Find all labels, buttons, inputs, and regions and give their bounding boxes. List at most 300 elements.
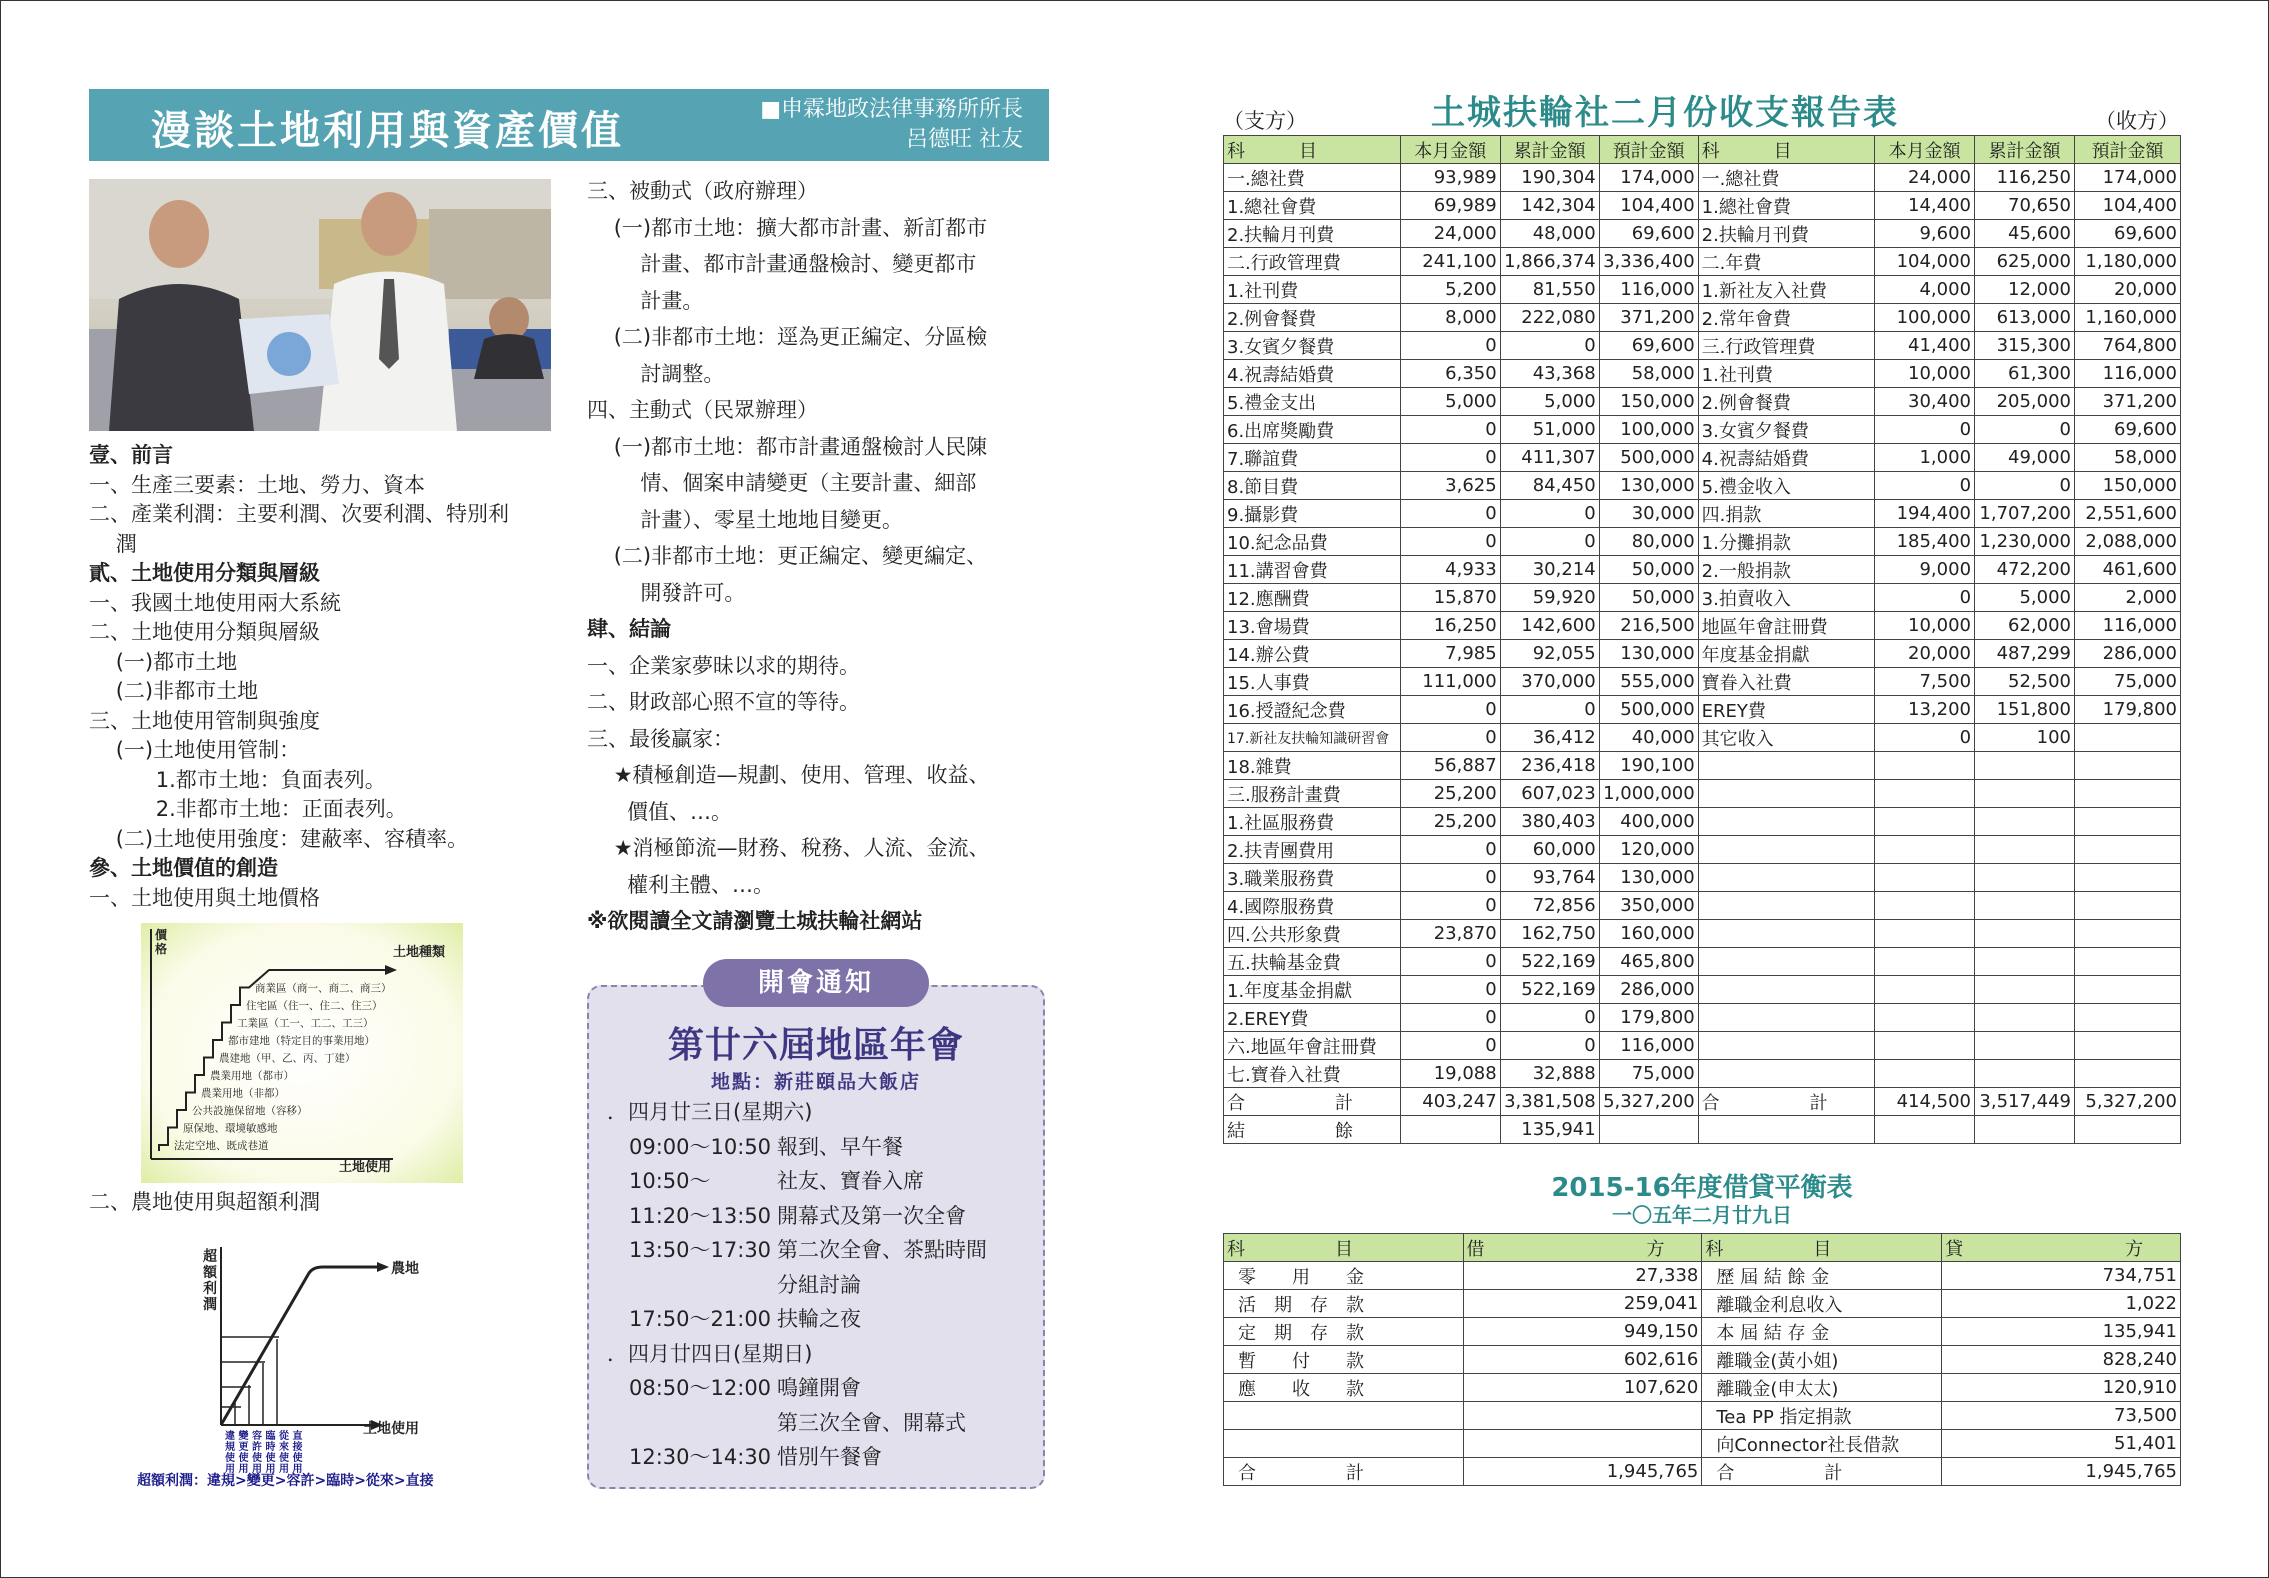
report-cell [2075,976,2181,1004]
article-author [760,95,1023,155]
chart2-xtick-char: 用 [292,1464,303,1475]
report-header-cell: 科 目 [1698,136,1875,164]
balance-cell: 73,500 [1942,1402,2181,1430]
report-cell: 10,000 [1875,360,1975,388]
report-row [1224,192,2181,220]
meeting-title: 第廿六屆地區年會 [667,1025,964,1066]
chart2-ylabel [203,1248,218,1313]
meeting-activity: 社友、寶眷入席 [777,1169,924,1193]
chart2-ylabel-char: 超 [203,1249,217,1265]
chart2-curve [221,1267,377,1425]
report-cell [1698,752,1875,780]
report-cell: 4.祝壽結婚費 [1224,360,1401,388]
report-header-cell: 科 目 [1224,136,1401,164]
outline-left-line: 壹、前言 [89,443,173,467]
report-cell: 70,650 [1975,192,2075,220]
balance-cell: 51,401 [1942,1430,2181,1458]
report-cell: 190,100 [1599,752,1698,780]
report-cell: 100,000 [1875,304,1975,332]
report-cell [1975,892,2075,920]
outline-right-line: 四、主動式（民眾辦理） [587,398,818,422]
report-cell [1698,1032,1875,1060]
report-cell [2075,1004,2181,1032]
report-row [1224,892,2181,920]
report-cell: 0 [1400,696,1500,724]
report-cell: 1,230,000 [1975,528,2075,556]
report-cell: 69,600 [2075,220,2181,248]
balance-total-row [1224,1458,2181,1486]
report-cell: 0 [1500,528,1599,556]
report-cell: 10,000 [1875,612,1975,640]
balance-row [1224,1402,2181,1430]
meeting-notice-tab: 開會通知 [703,959,929,1007]
report-cell: 11.講習會費 [1224,556,1401,584]
report-row [1224,528,2181,556]
report-cell: 411,307 [1500,444,1599,472]
outline-right-line: 討調整。 [587,361,725,386]
chart2-caption: 超額利潤：違規>變更>容許>臨時>從來>直接 [137,1473,434,1489]
outline-left-line: 二、產業利潤：主要利潤、次要利潤、特別利 [89,502,509,526]
meeting-activity: 分組討論 [777,1272,861,1297]
report-cell [2075,808,2181,836]
report-cell: 七.寶眷入社費 [1224,1060,1401,1088]
meeting-day [607,1337,987,1372]
outline-left-line: 潤 [89,531,137,556]
report-cell [1698,1004,1875,1032]
report-cell [1599,1116,1698,1144]
report-cell [1975,808,2075,836]
report-cell: 81,550 [1500,276,1599,304]
report-cell: 12.應酬費 [1224,584,1401,612]
report-row [1224,1060,2181,1088]
report-cell: 185,400 [1875,528,1975,556]
report-cell: 190,304 [1500,164,1599,192]
balance-date: 一〇五年二月廿九日 [1612,1203,1792,1227]
report-cell: 104,400 [1599,192,1698,220]
report-cell: 4,933 [1400,556,1500,584]
balance-cell [1463,1430,1702,1458]
outline-left-2: 二、農地使用與超額利潤 [89,1190,320,1214]
report-cell [1698,780,1875,808]
farmland-profit-chart [131,1227,471,1495]
report-cell [1875,1004,1975,1032]
outline-left-line: 1.都市土地：負面表列。 [89,767,386,792]
meeting-place: 地點：新莊頤品大飯店 [710,1071,921,1093]
report-cell: 結 餘 [1224,1116,1401,1144]
outline-right-line: 價值、…。 [587,799,733,824]
report-cell: 19,088 [1400,1060,1500,1088]
balance-cell: 107,620 [1463,1374,1702,1402]
outline-right-line: (一)都市土地：都市計畫通盤檢討人民陳 [587,434,988,459]
report-cell [1975,920,2075,948]
report-cell: 2.例會餐費 [1698,388,1875,416]
report-cell: 50,000 [1599,584,1698,612]
balance-cell: 本 屆 結 存 金 [1702,1318,1942,1346]
report-cell [1875,976,1975,1004]
report-cell: 4.祝壽結婚費 [1698,444,1875,472]
meeting-time: 13:50～17:30 [629,1238,772,1262]
meeting-activity: 開幕式及第一次全會 [777,1203,966,1228]
report-cell: 45,600 [1975,220,2075,248]
report-cell: 522,169 [1500,948,1599,976]
report-cell [1698,948,1875,976]
report-cell: 2.扶輪月刊費 [1698,220,1875,248]
report-cell: 160,000 [1599,920,1698,948]
report-cell: 1,000,000 [1599,780,1698,808]
outline-left-line: (一)土地使用管制： [89,738,301,762]
report-cell: 0 [1500,1004,1599,1032]
report-cell: 465,800 [1599,948,1698,976]
chart1-step-label: 商業區（商一、商二、商三） [255,982,392,995]
report-cell [1698,808,1875,836]
article-title: 漫談土地利用與資產價值 [151,107,624,154]
chart1-step-label: 都市建地（特定目的事業用地） [228,1035,375,1047]
chart2-ylabel-char: 額 [203,1265,217,1281]
report-cell: 5,000 [1500,388,1599,416]
report-cell: 25,200 [1400,808,1500,836]
outline-right-line: (二)非都市土地：更正編定、變更編定、 [587,544,988,568]
report-row [1224,976,2181,1004]
report-cell: 75,000 [1599,1060,1698,1088]
report-cell: 2.一般捐款 [1698,556,1875,584]
report-cell: 0 [1875,584,1975,612]
chart1-step-label: 住宅區（住一、住二、住三） [246,1000,383,1012]
report-cell: 四.捐款 [1698,500,1875,528]
report-cell: 9,600 [1875,220,1975,248]
meeting-day-label: ．四月廿三日(星期六) [607,1100,813,1124]
report-balance-row [1224,1116,2181,1144]
report-cell: 179,800 [2075,696,2181,724]
report-cell [2075,836,2181,864]
report-row [1224,332,2181,360]
report-cell [2075,948,2181,976]
report-cell [1975,864,2075,892]
report-row [1224,696,2181,724]
outline-right-line: 二、財政部心照不宣的等待。 [587,690,860,714]
report-cell: 5,200 [1400,276,1500,304]
report-cell: 135,941 [1500,1116,1599,1144]
report-cell: 2,551,600 [2075,500,2181,528]
meeting-activity: 第三次全會、開幕式 [777,1410,966,1435]
report-cell: 1.總社會費 [1698,192,1875,220]
report-cell: 14,400 [1875,192,1975,220]
report-cell: 100,000 [1599,416,1698,444]
report-cell: 0 [1400,416,1500,444]
report-cell [1975,752,2075,780]
report-cell: 3,625 [1400,472,1500,500]
report-cell: 50,000 [1599,556,1698,584]
report-cell: 58,000 [2075,444,2181,472]
report-cell: 1.總社會費 [1224,192,1401,220]
report-cell: 150,000 [1599,388,1698,416]
report-row [1224,500,2181,528]
report-cell: 472,200 [1975,556,2075,584]
report-cell: 286,000 [1599,976,1698,1004]
outline-right-line: 計畫、都市計畫通盤檢討、變更都市 [587,252,977,276]
report-cell: 25,200 [1400,780,1500,808]
chart1-step-label: 公共設施保留地（容移） [192,1105,308,1117]
report-cell: 1,000 [1875,444,1975,472]
report-cell: 59,920 [1500,584,1599,612]
report-cell: 9.攝影費 [1224,500,1401,528]
report-cell: 六.地區年會註冊費 [1224,1032,1401,1060]
report-cell: 0 [1400,864,1500,892]
report-cell: 56,887 [1400,752,1500,780]
chart2-xtick-char: 使 [292,1453,303,1464]
meeting-schedule-row [615,1268,987,1303]
balance-cell [1224,1430,1464,1458]
chart2-xtick-char: 許 [252,1442,262,1453]
report-cell: 32,888 [1500,1060,1599,1088]
report-cell: 100 [1975,724,2075,752]
outline-left-line: 三、土地使用管制與強度 [89,708,320,733]
report-cell: 2,000 [2075,584,2181,612]
report-cell: 241,100 [1400,248,1500,276]
outline-left-line: 二、土地使用分類與層級 [89,620,320,644]
article-photo [89,179,551,431]
meeting-time: 11:20～13:50 [629,1203,772,1228]
report-cell: 0 [1400,976,1500,1004]
chart2-xtick-char: 使 [238,1453,249,1464]
report-title: 土城扶輪社二月份收支報告表 [1431,93,1899,133]
report-cell: 0 [1400,1032,1500,1060]
balance-cell: 合 計 [1702,1458,1942,1486]
chart2-xtick-char: 使 [279,1453,289,1464]
report-cell: 130,000 [1599,640,1698,668]
meeting-activity: 惜別午餐會 [777,1445,882,1469]
outline-left-line: 2.非都市土地：正面表列。 [89,797,407,821]
report-cell: 130,000 [1599,472,1698,500]
report-cell: 116,000 [1599,1032,1698,1060]
outline-right-line: ※欲閱讀全文請瀏覽土城扶輪社網站 [587,909,923,933]
chart2-xtick-char: 使 [265,1453,276,1464]
report-cell: 0 [1400,1004,1500,1032]
report-cell: 400,000 [1599,808,1698,836]
balance-row [1224,1430,2181,1458]
outline-left-line: 貳、土地使用分類與層級 [89,561,320,585]
report-cell: 48,000 [1500,220,1599,248]
report-cell: 5,000 [1975,584,2075,612]
report-cell [1875,864,1975,892]
balance-cell: 離職金(黃小姐) [1702,1346,1942,1374]
meeting-time: 10:50～ [629,1169,711,1193]
report-cell: 6,350 [1400,360,1500,388]
balance-cell: 向Connector社長借款 [1702,1430,1942,1458]
outline-left-line: 一、生產三要素：土地、勞力、資本 [89,472,425,497]
balance-cell: 949,150 [1463,1318,1702,1346]
report-cell: 14.辦公費 [1224,640,1401,668]
chart1-step-label: 原保地、環境敏感地 [183,1122,278,1135]
balance-sheet-table [1223,1233,2181,1486]
report-cell: 69,989 [1400,192,1500,220]
chart2-xtick-char: 容 [252,1431,262,1442]
report-cell: 5,000 [1400,388,1500,416]
report-cell: 0 [1400,948,1500,976]
report-cell: 174,000 [1599,164,1698,192]
meeting-activity: 報到、早午餐 [777,1134,903,1159]
meeting-time [615,1268,777,1303]
report-cell: 2.常年會費 [1698,304,1875,332]
report-cell [2075,892,2181,920]
report-row [1224,416,2181,444]
income-expense-table [1223,135,2181,1144]
chart2-xtick-char: 規 [225,1442,235,1453]
report-cell: 0 [1500,500,1599,528]
report-cell [1698,1116,1875,1144]
report-cell: 51,000 [1500,416,1599,444]
report-cell: 1,160,000 [2075,304,2181,332]
outline-left-line: (二)土地使用強度：建蔽率、容積率。 [89,826,469,851]
report-cell: 9,000 [1875,556,1975,584]
report-cell: 194,400 [1875,500,1975,528]
meeting-schedule-row [615,1199,987,1234]
outline-right-line: 三、被動式（政府辦理） [587,179,818,203]
report-cell [1975,948,2075,976]
report-cell: 104,400 [2075,192,2181,220]
report-row [1224,668,2181,696]
report-cell: 1.社刊費 [1224,276,1401,304]
report-cell: 500,000 [1599,444,1698,472]
chart1-step-label: 農業用地（都市） [210,1070,294,1082]
report-cell: 4,000 [1875,276,1975,304]
report-cell: 69,600 [1599,332,1698,360]
report-row [1224,752,2181,780]
report-cell: 3.拍賣收入 [1698,584,1875,612]
meeting-day-label: ．四月廿四日(星期日) [607,1341,813,1366]
report-cell: 0 [1400,836,1500,864]
report-row [1224,276,2181,304]
outline-right-line: ★積極創造—規劃、使用、管理、收益、 [587,763,990,787]
report-cell: 522,169 [1500,976,1599,1004]
report-cell [2075,780,2181,808]
report-cell [1698,976,1875,1004]
report-cell: 2.EREY費 [1224,1004,1401,1032]
report-cell: 1,180,000 [2075,248,2181,276]
report-row [1224,304,2181,332]
report-cell: 8.節目費 [1224,472,1401,500]
report-cell: 18.雜費 [1224,752,1401,780]
report-cell: 24,000 [1875,164,1975,192]
balance-cell: Tea PP 指定捐款 [1702,1402,1942,1430]
photo-illustration [89,179,551,431]
report-cell: 461,600 [2075,556,2181,584]
report-cell: 3,517,449 [1975,1088,2075,1116]
chart1-step-label: 農建地（甲、乙、丙、丁建） [219,1052,356,1065]
report-cell: 20,000 [2075,276,2181,304]
outline-left-line: 參、土地價值的創造 [89,856,278,880]
report-cell: 8,000 [1400,304,1500,332]
outline-left-line: 一、我國土地使用兩大系統 [89,590,341,615]
meeting-day [607,1095,987,1130]
meeting-time: 08:50～12:00 [629,1376,772,1400]
chart1-xlabel: 土地使用 [339,1160,392,1175]
chart1-step-label: 法定空地、既成巷道 [174,1140,269,1152]
report-header-cell: 本月金額 [1400,136,1500,164]
report-cell: 0 [1400,444,1500,472]
report-row [1224,612,2181,640]
report-row [1224,808,2181,836]
outline-left-line: (二)非都市土地 [89,679,259,703]
report-cell: 205,000 [1975,388,2075,416]
chart2-xtick-char: 用 [238,1464,249,1475]
report-row [1224,724,2181,752]
report-cell: 0 [1975,416,2075,444]
report-cell: 61,300 [1975,360,2075,388]
report-cell: 2,088,000 [2075,528,2181,556]
chart1-step-label: 農業用地（非都） [201,1087,285,1100]
chart2-xtick-char: 用 [252,1464,262,1475]
balance-row [1224,1374,2181,1402]
balance-cell: 120,910 [1942,1374,2181,1402]
report-cell: 40,000 [1599,724,1698,752]
report-cell: 合 計 [1224,1088,1401,1116]
report-cell [1975,1116,2075,1144]
report-cell [2075,1060,2181,1088]
balance-cell [1463,1402,1702,1430]
report-cell [1975,1060,2075,1088]
author-line-2: 呂德旺 社友 [906,127,1023,152]
report-cell: 6.出席獎勵費 [1224,416,1401,444]
report-cell [1875,920,1975,948]
report-row [1224,444,2181,472]
report-cell [1875,1116,1975,1144]
report-cell: 3,381,508 [1500,1088,1599,1116]
chart2-xtick-char: 使 [225,1453,235,1464]
report-header-cell: 累計金額 [1500,136,1599,164]
report-cell: 4.國際服務費 [1224,892,1401,920]
report-header-row [1224,136,2181,164]
chart2-xtick-char: 接 [292,1442,303,1453]
report-cell [1875,836,1975,864]
balance-cell: 零 用 金 [1224,1262,1464,1290]
report-cell: 16,250 [1400,612,1500,640]
report-cell [1875,808,1975,836]
report-cell: 3.女賓夕餐費 [1224,332,1401,360]
report-cell: 104,000 [1875,248,1975,276]
meeting-time [615,1406,777,1441]
chart2-xticks [225,1429,303,1475]
chart2-xtick-char: 用 [279,1464,289,1475]
chart2-curve-label: 農地 [391,1261,419,1277]
chart1-ylabel-1: 價 [155,928,168,942]
report-cell: 0 [1500,332,1599,360]
report-cell: 286,000 [2075,640,2181,668]
report-cell: 75,000 [2075,668,2181,696]
report-row [1224,640,2181,668]
outline-right-line: 計畫）、零星土地地目變更。 [587,507,903,532]
meeting-schedule-row [615,1164,987,1199]
report-cell: 二.行政管理費 [1224,248,1401,276]
report-cell: 5.禮金收入 [1698,472,1875,500]
report-left-tag: （支方） [1223,109,1307,133]
report-cell: 0 [1875,724,1975,752]
report-cell: 174,000 [2075,164,2181,192]
balance-cell: 1,945,765 [1463,1458,1702,1486]
report-cell: 15,870 [1400,584,1500,612]
report-row [1224,164,2181,192]
outline-right-line: 權利主體、…。 [587,872,775,897]
report-cell: 500,000 [1599,696,1698,724]
report-cell: 1.社刊費 [1698,360,1875,388]
balance-row [1224,1346,2181,1374]
land-value-chart [141,923,463,1183]
balance-cell: 活 期 存 款 [1224,1290,1464,1318]
balance-row [1224,1318,2181,1346]
report-cell: 93,764 [1500,864,1599,892]
balance-row [1224,1262,2181,1290]
report-cell: 23,870 [1400,920,1500,948]
outline-right-line: 開發許可。 [587,580,746,605]
